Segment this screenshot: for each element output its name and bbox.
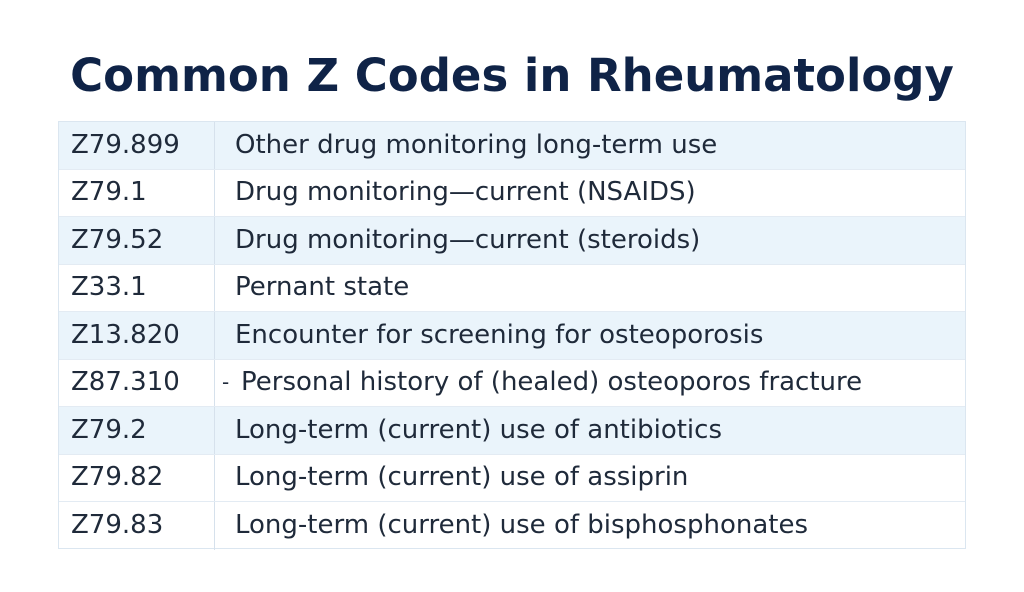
description-cell: Encounter for screening for osteoporosis — [235, 319, 764, 350]
column-divider — [214, 502, 215, 550]
table-row — [59, 502, 965, 550]
description-cell: Personal history of (healed) osteoporos fracture — [241, 367, 863, 398]
description-cell: Long-term (current) use of assiprin — [235, 462, 689, 493]
description-cell: Pernant state — [235, 272, 410, 303]
z-codes-table — [58, 121, 966, 549]
code-cell: Z79.52 — [71, 224, 164, 255]
code-cell: Z13.820 — [71, 319, 180, 350]
code-cell: Z79.1 — [71, 177, 147, 208]
column-divider — [214, 217, 215, 264]
column-divider — [214, 360, 215, 407]
table-row — [59, 455, 965, 503]
column-divider — [214, 265, 215, 312]
table-row — [59, 312, 965, 360]
column-divider — [214, 455, 215, 502]
table-row — [59, 360, 965, 408]
table-row — [59, 122, 965, 170]
row-prefix-mark: - — [222, 370, 230, 395]
table-row — [59, 217, 965, 265]
description-cell: Long-term (current) use of antibiotics — [235, 414, 722, 445]
page-title: Common Z Codes in Rheumatology — [70, 49, 954, 102]
code-cell: Z79.2 — [71, 414, 147, 445]
description-cell: Drug monitoring—current (steroids) — [235, 224, 701, 255]
table-row — [59, 407, 965, 455]
column-divider — [214, 170, 215, 217]
description-cell: Other drug monitoring long-term use — [235, 129, 718, 160]
description-cell: Long-term (current) use of bisphosphonates — [235, 510, 809, 541]
code-cell: Z79.82 — [71, 462, 164, 493]
table-row — [59, 170, 965, 218]
code-cell: Z79.899 — [71, 129, 180, 160]
code-cell: Z87.310 — [71, 367, 180, 398]
code-cell: Z33.1 — [71, 272, 147, 303]
column-divider — [214, 122, 215, 169]
code-cell: Z79.83 — [71, 510, 164, 541]
description-cell: Drug monitoring—current (NSAIDS) — [235, 177, 696, 208]
column-divider — [214, 312, 215, 359]
table-row — [59, 265, 965, 313]
column-divider — [214, 407, 215, 454]
